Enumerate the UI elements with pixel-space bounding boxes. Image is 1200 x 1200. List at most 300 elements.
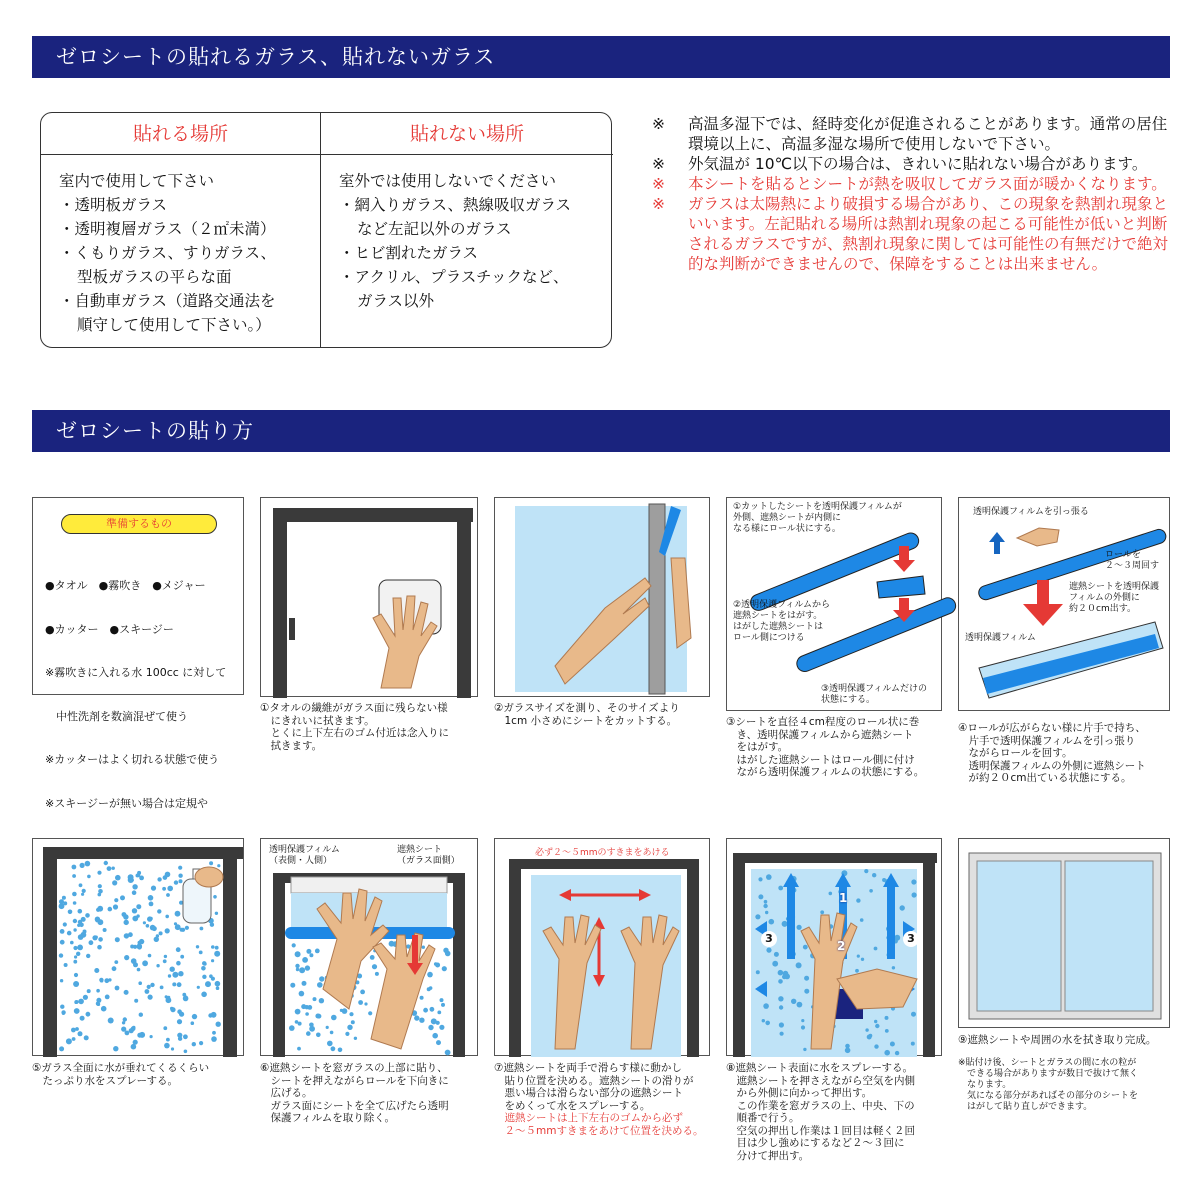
- step8-illustration: [726, 838, 942, 1056]
- water-droplet: [430, 1007, 435, 1012]
- water-droplet: [120, 895, 125, 900]
- water-droplet: [290, 983, 295, 988]
- water-droplet: [71, 1028, 76, 1033]
- water-droplet: [175, 911, 181, 917]
- water-droplet: [215, 981, 221, 987]
- water-droplet: [75, 1027, 79, 1031]
- water-droplet: [98, 889, 103, 894]
- water-droplet: [115, 937, 120, 942]
- water-droplet: [765, 911, 768, 914]
- water-droplet: [133, 1040, 138, 1045]
- water-droplet: [133, 945, 137, 949]
- water-droplet: [114, 898, 118, 902]
- water-droplet: [145, 989, 150, 994]
- water-droplet: [769, 919, 775, 925]
- water-droplet: [201, 966, 206, 971]
- spray-water-illustration: [33, 839, 245, 1057]
- water-droplet: [865, 1028, 868, 1031]
- diagram-number: 3: [761, 931, 777, 947]
- water-droplet: [81, 917, 86, 922]
- caption-line: をめくって水をスプレーする。: [494, 1099, 651, 1112]
- water-droplet: [172, 982, 176, 986]
- label-line: ロールを: [1105, 550, 1141, 560]
- step1-illustration: [260, 497, 478, 697]
- water-droplet: [427, 972, 433, 978]
- water-droplet: [95, 936, 98, 939]
- water-droplet: [143, 921, 146, 924]
- water-droplet: [112, 867, 115, 870]
- water-droplet: [215, 946, 219, 950]
- caption-line: 目は少し強めにするなど２～３回に: [726, 1137, 905, 1149]
- water-droplet: [83, 930, 87, 934]
- water-droplet: [79, 883, 83, 887]
- water-droplet: [327, 1041, 333, 1047]
- water-droplet: [442, 966, 447, 971]
- water-droplet: [349, 1012, 353, 1016]
- water-droplet: [66, 1038, 72, 1044]
- water-droplet: [178, 874, 182, 878]
- water-droplet: [441, 1003, 445, 1007]
- water-droplet: [62, 1012, 65, 1015]
- squeegee-illustration: [727, 839, 943, 1057]
- diagram-number: 2: [837, 939, 846, 953]
- water-droplet: [80, 863, 85, 868]
- water-droplet: [64, 963, 68, 967]
- label-line: 外側、遮熱シートが内側に: [733, 513, 842, 523]
- water-droplet: [170, 1007, 175, 1012]
- water-droplet: [209, 861, 213, 865]
- water-droplet: [123, 1017, 127, 1021]
- water-droplet: [98, 919, 104, 925]
- ok-line: 順守して使用して下さい。）: [77, 316, 271, 334]
- label-line: ２～３周回す: [1105, 561, 1160, 571]
- water-droplet: [305, 965, 310, 970]
- water-droplet: [295, 1009, 301, 1015]
- water-droplet: [301, 1004, 306, 1009]
- diagram-number: 3: [903, 931, 919, 947]
- water-droplet: [756, 970, 760, 974]
- water-droplet: [179, 1012, 184, 1017]
- water-droplet: [179, 879, 183, 883]
- water-droplet: [136, 904, 141, 909]
- water-droplet: [183, 1034, 188, 1039]
- caption-line: ⑨遮熱シートや周囲の水を拭き取り完成。: [958, 1034, 1157, 1046]
- water-droplet: [801, 1019, 804, 1022]
- water-droplet: [146, 924, 150, 928]
- ng-line: など左記以外のガラス: [357, 220, 512, 238]
- water-droplet: [892, 966, 895, 969]
- water-droplet: [856, 898, 860, 902]
- water-droplet: [791, 999, 796, 1004]
- water-droplet: [319, 976, 324, 981]
- water-droplet: [758, 894, 763, 899]
- water-droplet: [211, 945, 215, 949]
- water-droplet: [779, 1005, 783, 1009]
- water-droplet: [305, 1012, 309, 1016]
- water-droplet: [166, 997, 172, 1003]
- water-droplet: [797, 1002, 803, 1008]
- water-droplet: [797, 925, 802, 930]
- water-droplet: [184, 1050, 188, 1054]
- water-droplet: [211, 959, 214, 962]
- caption-line: 遮熱シートを押さえながら空気を内側: [726, 1074, 915, 1087]
- step4-illustration: [958, 497, 1170, 711]
- glass-suitability-table: [40, 112, 612, 348]
- ng-header: 貼れない場所: [321, 113, 613, 155]
- note-text: 外気温が 10℃以下の場合は、きれいに貼れない場合があります。: [688, 155, 1148, 173]
- water-droplet: [87, 989, 91, 993]
- water-droplet: [772, 961, 778, 967]
- diagram-label: 透明保護フィルムを引っ張る: [973, 507, 1089, 517]
- water-droplet: [60, 940, 65, 945]
- water-droplet: [63, 922, 67, 926]
- water-droplet: [864, 869, 868, 873]
- water-droplet: [134, 999, 138, 1003]
- diagram-label: [1105, 550, 1159, 572]
- caution-notes: [652, 114, 1172, 274]
- ok-header: 貼れる場所: [41, 113, 320, 155]
- water-droplet: [76, 952, 80, 956]
- water-droplet: [443, 948, 448, 953]
- water-droplet: [62, 896, 66, 900]
- step2-illustration: [494, 497, 710, 697]
- water-droplet: [445, 1050, 451, 1056]
- label-line: 透明保護フィルム: [269, 845, 340, 855]
- water-droplet: [156, 934, 159, 937]
- water-droplet: [125, 1031, 130, 1036]
- note-mark: ※: [652, 155, 665, 173]
- water-droplet: [85, 861, 91, 867]
- water-droplet: [139, 876, 144, 881]
- water-droplet: [855, 969, 859, 973]
- water-droplet: [845, 1048, 851, 1054]
- ok-line: 型板ガラスの平らな面: [77, 268, 232, 286]
- water-droplet: [439, 1025, 444, 1030]
- water-droplet: [203, 962, 207, 966]
- water-droplet: [115, 875, 121, 881]
- water-droplet: [440, 998, 444, 1002]
- water-droplet: [177, 1019, 182, 1024]
- water-droplet: [885, 1016, 889, 1020]
- water-droplet: [780, 1032, 784, 1036]
- caption-line: たっぷり水をスプレーする。: [32, 1074, 179, 1087]
- water-droplet: [168, 974, 171, 977]
- water-droplet: [167, 886, 173, 892]
- water-droplet: [884, 1050, 890, 1056]
- water-droplet: [364, 1002, 367, 1005]
- step5-illustration: [32, 838, 244, 1056]
- label-line: 約２０cm出す。: [1069, 604, 1136, 614]
- caption-line: この作業を窓ガラスの上、中央、下の: [726, 1099, 915, 1112]
- water-droplet: [199, 1041, 203, 1045]
- water-droplet: [100, 979, 104, 983]
- water-droplet: [804, 976, 809, 981]
- note-line: なります。: [958, 1080, 1012, 1090]
- water-droplet: [132, 890, 137, 895]
- water-droplet: [89, 940, 94, 945]
- diagram-label: [397, 845, 460, 867]
- ng-column: [321, 113, 613, 347]
- water-droplet: [885, 1029, 889, 1033]
- water-droplet: [165, 915, 169, 919]
- water-droplet: [197, 986, 200, 989]
- caption-line: ながら透明保護フィルムの状態にする。: [726, 766, 925, 778]
- water-droplet: [137, 968, 141, 972]
- water-droplet: [212, 1031, 216, 1035]
- caption-line: ながらロールを回す。: [958, 747, 1073, 759]
- water-droplet: [319, 998, 324, 1003]
- water-droplet: [104, 978, 109, 983]
- water-droplet: [74, 973, 78, 977]
- water-droplet: [148, 954, 152, 958]
- prep-panel: [32, 497, 244, 810]
- water-droplet: [437, 1011, 441, 1015]
- water-droplet: [196, 945, 199, 948]
- label-line: はがした遮熱シートは: [733, 622, 824, 632]
- water-droplet: [347, 1025, 352, 1030]
- diagram-label: 必ず２～５mmのすきまをあける: [535, 848, 670, 858]
- water-droplet: [105, 995, 110, 1000]
- note-mark: ※: [652, 175, 665, 193]
- water-droplet: [758, 877, 762, 881]
- prep-line: ※カッターはよく切れる状態で使う: [45, 753, 220, 766]
- water-droplet: [370, 955, 375, 960]
- step3-caption: [726, 716, 954, 779]
- water-droplet: [763, 1003, 769, 1009]
- caption-line: シートを押えながらロールを下向きに: [260, 1074, 449, 1087]
- water-droplet: [783, 971, 789, 977]
- water-droplet: [295, 951, 301, 957]
- caption-line: ⑥遮熱シートを窓ガラスの上部に貼り、: [260, 1062, 448, 1074]
- water-droplet: [331, 1015, 337, 1021]
- diagram-label: 透明保護フィルム: [965, 633, 1036, 643]
- water-droplet: [147, 985, 151, 989]
- water-droplet: [183, 996, 189, 1002]
- water-droplet: [211, 1012, 217, 1018]
- water-droplet: [420, 996, 424, 1000]
- caption-line: ⑦遮熱シートを両手で滑らす様に動かし: [494, 1062, 682, 1074]
- step6-caption: [260, 1062, 488, 1125]
- water-droplet: [156, 964, 159, 967]
- water-droplet: [912, 892, 917, 897]
- water-droplet: [122, 912, 127, 917]
- ng-line: ・網入りガラス、熱線吸収ガラス: [339, 196, 572, 214]
- caption-line: が約２０cm出ている状態にする。: [958, 772, 1132, 784]
- water-droplet: [861, 958, 864, 961]
- water-droplet: [215, 912, 218, 915]
- water-droplet: [782, 921, 788, 927]
- note-line: 気になる部分があればその部分のシートを: [958, 1091, 1139, 1101]
- water-droplet: [205, 981, 211, 987]
- caption-line: ガラス面にシートを全て広げたら透明: [260, 1099, 449, 1112]
- caption-line: 分けて押出す。: [726, 1149, 810, 1162]
- water-droplet: [60, 929, 65, 934]
- water-droplet: [72, 892, 77, 897]
- step9-note: [958, 1058, 1172, 1113]
- water-droplet: [124, 990, 129, 995]
- water-droplet: [309, 1023, 314, 1028]
- water-droplet: [326, 1026, 329, 1029]
- water-droplet: [73, 919, 77, 923]
- water-droplet: [368, 1011, 372, 1015]
- water-droplet: [80, 1016, 85, 1021]
- water-droplet: [78, 999, 84, 1005]
- ok-line: ・透明板ガラス: [59, 196, 168, 214]
- water-droplet: [192, 1014, 197, 1019]
- diagram-label: [733, 600, 830, 644]
- diagram-label: [733, 502, 902, 535]
- water-droplet: [165, 872, 171, 878]
- water-droplet: [74, 955, 77, 958]
- water-droplet: [214, 951, 220, 957]
- water-droplet: [162, 887, 166, 891]
- water-droplet: [297, 1047, 301, 1051]
- water-droplet: [96, 998, 101, 1003]
- water-droplet: [331, 1046, 336, 1051]
- water-droplet: [160, 986, 164, 990]
- water-droplet: [428, 1025, 433, 1030]
- water-droplet: [176, 961, 181, 966]
- label-line: ①カットしたシートを透明保護フィルムが: [733, 502, 902, 512]
- step2-caption: [494, 702, 724, 727]
- water-droplet: [313, 997, 317, 1001]
- water-droplet: [895, 1051, 899, 1055]
- water-droplet: [96, 908, 100, 912]
- water-droplet: [360, 990, 365, 995]
- water-droplet: [72, 1037, 76, 1041]
- water-droplet: [97, 871, 101, 875]
- prep-line: ※スキージーが無い場合は定規や: [45, 796, 208, 810]
- water-droplet: [803, 945, 808, 950]
- water-droplet: [139, 939, 144, 944]
- water-droplet: [755, 914, 760, 919]
- water-droplet: [185, 926, 189, 930]
- water-droplet: [298, 1022, 302, 1026]
- water-droplet: [96, 989, 100, 993]
- caption-line: ⑧遮熱シート表面に水をスプレーする。: [726, 1062, 913, 1074]
- note-item-warning: [652, 174, 1172, 194]
- water-droplet: [191, 1021, 195, 1025]
- label-line: ③透明保護フィルムだけの: [821, 684, 927, 694]
- water-droplet: [60, 979, 63, 982]
- label-line: 状態にする。: [821, 695, 876, 705]
- caption-line: き、透明保護フィルムから遮熱シート: [726, 728, 914, 741]
- caption-line: はがした遮熱シートはロール側に付け: [726, 753, 915, 766]
- water-droplet: [803, 1048, 806, 1051]
- water-droplet: [166, 1038, 170, 1042]
- water-droplet: [869, 889, 873, 893]
- water-droplet: [157, 909, 161, 913]
- water-droplet: [113, 1046, 118, 1051]
- water-droplet: [171, 1047, 174, 1050]
- water-droplet: [84, 1035, 89, 1040]
- water-droplet: [875, 1024, 879, 1028]
- caption-line: 順番で行う。: [726, 1112, 800, 1124]
- water-droplet: [148, 895, 154, 901]
- note-item: [652, 114, 1172, 154]
- water-droplet: [81, 893, 84, 896]
- section-banner-glass: [32, 36, 1170, 78]
- water-droplet: [762, 1019, 765, 1022]
- ng-line: 室外では使用しないでください: [339, 172, 557, 190]
- ng-line: ・アクリル、プラスチックなど、: [339, 268, 569, 286]
- water-droplet: [358, 1000, 363, 1005]
- water-droplet: [763, 904, 767, 908]
- caption-line: ①タオルの繊維がガラス面に残らない様: [260, 702, 448, 714]
- water-droplet: [124, 955, 129, 960]
- water-droplet: [317, 982, 323, 988]
- water-droplet: [302, 981, 307, 986]
- water-droplet: [151, 886, 156, 891]
- water-droplet: [414, 1015, 419, 1020]
- prep-line: 中性洗剤を数滴混ぜて使う: [45, 709, 188, 723]
- note-mark: ※: [652, 195, 665, 213]
- step7-caption: [494, 1062, 722, 1137]
- label-line: なる様にロール状にする。: [733, 524, 841, 534]
- prep-line: ●カッター ●スキージー: [45, 622, 174, 636]
- note-mark: ※: [652, 115, 665, 133]
- caption-line: 貼り位置を決める。遮熱シートの滑りが: [494, 1074, 694, 1087]
- water-droplet: [779, 1022, 784, 1027]
- ok-line: ・自動車ガラス（道路交通法を: [59, 292, 276, 310]
- ng-line: ガラス以外: [357, 292, 435, 310]
- water-droplet: [112, 966, 117, 971]
- water-droplet: [216, 1022, 221, 1027]
- water-droplet: [867, 1035, 872, 1040]
- water-droplet: [124, 920, 129, 925]
- water-droplet: [911, 1042, 915, 1046]
- note-line: できる場合がありますが数日で抜けて無く: [958, 1069, 1139, 1079]
- water-droplet: [857, 955, 860, 958]
- water-droplet: [911, 1012, 916, 1017]
- note-item: [652, 154, 1172, 174]
- water-droplet: [97, 945, 102, 950]
- label-line: 遮熱シート: [397, 845, 443, 855]
- prep-title: 準備するもの: [61, 514, 217, 534]
- water-droplet: [78, 1031, 83, 1036]
- water-droplet: [174, 922, 177, 925]
- caption-line: にきれいに拭きます。: [260, 714, 375, 727]
- water-droplet: [801, 1025, 805, 1029]
- caption-line: から外側に向かって押出す。: [726, 1087, 873, 1099]
- water-droplet: [108, 1018, 114, 1024]
- water-droplet: [115, 986, 120, 991]
- water-droplet: [354, 1037, 357, 1040]
- water-droplet: [172, 972, 178, 978]
- water-droplet: [216, 986, 220, 990]
- step9-illustration: [958, 838, 1170, 1028]
- water-droplet: [142, 960, 148, 966]
- water-droplet: [132, 1026, 135, 1029]
- note-text: ガラスは太陽熱により破損する場合があり、この現象を熱割れ現象といいます。左記貼れる場所は熱割れ現象の起こる可能性が低いと判断されるガラスですが、熱割れ現象に関しては可能性の有無だけで絶対的な判断ができませんので、保障をすることは出来ません。: [688, 195, 1169, 273]
- water-droplet: [180, 955, 184, 959]
- note-line: ※貼付け後、シートとガラスの間に水の粒が: [958, 1058, 1137, 1068]
- water-droplet: [73, 960, 77, 964]
- water-droplet: [149, 902, 154, 907]
- water-droplet: [423, 1008, 428, 1013]
- water-droplet: [164, 955, 167, 958]
- water-droplet: [299, 967, 305, 973]
- water-droplet: [68, 910, 73, 915]
- water-droplet: [78, 909, 83, 914]
- water-droplet: [59, 1046, 64, 1051]
- water-droplet: [295, 964, 299, 968]
- ok-column: [41, 113, 321, 347]
- water-droplet: [422, 946, 425, 949]
- label-line: フィルムの外側に: [1069, 593, 1140, 603]
- water-droplet: [804, 989, 809, 994]
- water-droplet: [137, 945, 142, 950]
